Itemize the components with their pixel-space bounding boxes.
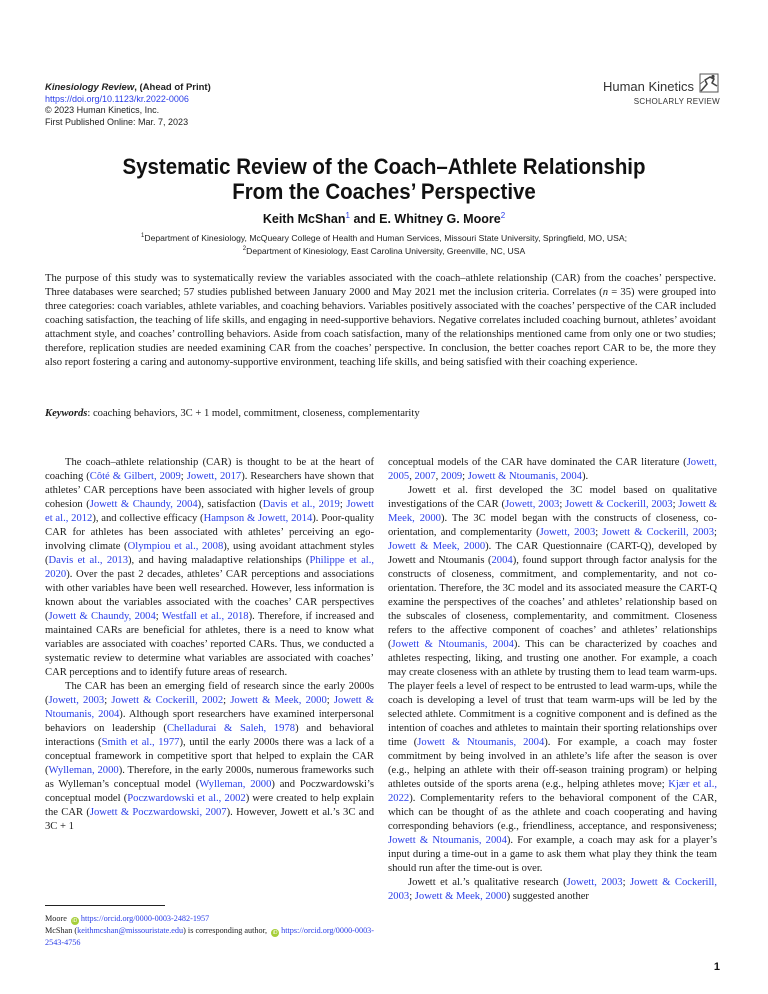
affiliation-marker[interactable]: 2 xyxy=(500,211,506,220)
citation-link[interactable]: Poczwardowski et al., 2002 xyxy=(127,793,246,804)
publication-date: First Published Online: Mar. 7, 2023 xyxy=(45,116,189,127)
body-text: ) and behavioral interactions ( xyxy=(45,723,374,748)
body-text: ), and collective efficacy ( xyxy=(92,513,204,524)
journal-name: Kinesiology Review xyxy=(45,82,135,93)
body-text: The CAR has been an emerging field of research since the early 2000s ( xyxy=(45,681,374,706)
body-text: ). Therefore, if increased and maintained CARs are beneficial for athletes, there is a need to know what variables are associated with coaches’ reported CARs. Thus, we conducted a systematic review to determine what variables are associated with coaches’ CAR perceptions and to identify future areas of research. xyxy=(45,611,374,678)
body-text: ) and Poczwardowski’s conceptual model ( xyxy=(45,779,374,804)
citation-link[interactable]: Chelladurai & Saleh, 1978 xyxy=(166,723,296,734)
citation-link[interactable]: Jowett & Meek, 2000 xyxy=(388,499,717,524)
body-text: , xyxy=(409,471,415,482)
citation-link[interactable]: Jowett & Meek, 2000 xyxy=(388,541,486,552)
citation-link[interactable]: Davis et al., 2013 xyxy=(48,555,129,566)
keywords-label: Keywords xyxy=(45,408,88,419)
body-text: ; xyxy=(672,499,679,510)
citation-link[interactable]: Jowett & Meek, 2000 xyxy=(230,695,327,706)
journal-header xyxy=(45,82,211,128)
doi-link[interactable]: https://doi.org/10.1123/kr.2022-0006 xyxy=(45,93,189,104)
body-text: ; xyxy=(462,471,468,482)
publisher-subtitle: SCHOLARLY REVIEW xyxy=(633,97,720,106)
publisher-name: Human Kinetics xyxy=(602,79,694,94)
journal-citation xyxy=(45,82,211,94)
body-text: ) suggested another xyxy=(506,891,589,902)
body-column-left xyxy=(45,456,374,834)
paragraph xyxy=(388,484,717,876)
body-text: ), and having maladaptive relationships ( xyxy=(128,555,310,566)
citation-link[interactable]: 2007 xyxy=(414,471,436,482)
journal-status: , (Ahead of Print) xyxy=(134,82,211,93)
abstract-n-symbol: n xyxy=(602,287,609,298)
body-text: ; xyxy=(223,695,231,706)
citation-link[interactable]: Jowett & Cockerill, 2003 xyxy=(565,499,673,510)
body-text: ). Poor-quality CAR for athletes has been associated with athletes’ perceiving an ego-involving climate ( xyxy=(45,513,374,552)
body-text: conceptual models of the CAR have dominated the CAR literature ( xyxy=(388,457,687,468)
citation-link[interactable]: 2004 xyxy=(491,555,513,566)
footnote-author: McShan ( xyxy=(45,926,78,935)
citation-link[interactable]: Jowett & Poczwardowski, 2007 xyxy=(89,807,227,818)
citation-link[interactable]: Jowett & Ntoumanis, 2004 xyxy=(45,695,375,720)
paragraph xyxy=(45,456,374,680)
body-text: The coach–athlete relationship (CAR) is thought to be at the heart of coaching ( xyxy=(45,457,374,482)
citation-link[interactable]: Smith et al., 1977 xyxy=(101,737,180,748)
orcid-link[interactable]: https://orcid.org/0000-0003-2543-4756 xyxy=(45,926,374,947)
body-text: ). xyxy=(581,471,589,482)
author-connector: and xyxy=(349,212,380,227)
body-text: ; xyxy=(155,611,162,622)
copyright: © 2023 Human Kinetics, Inc. xyxy=(45,105,160,115)
citation-link[interactable]: Wylleman, 2000 xyxy=(48,765,119,776)
abstract xyxy=(45,272,716,370)
body-text: ; xyxy=(326,695,334,706)
citation-link[interactable]: Jowett, 2003 xyxy=(505,499,560,510)
body-column-right xyxy=(388,456,717,904)
keywords xyxy=(45,408,420,419)
body-text: ). The 3C model began with the constructs of closeness, co-orientation, and complementarity ( xyxy=(388,513,717,538)
citation-link[interactable]: Jowett & Cockerill, 2003 xyxy=(388,877,717,902)
body-text: ), using avoidant attachment styles ( xyxy=(45,541,375,566)
body-text: ). For example, a coach may ask for a player’s input during a time-out in a game to ask them what play they think the team should run after the time-out is over. xyxy=(388,835,717,874)
body-text: ). The CAR Questionnaire (CART-Q), developed by Jowett and Ntoumanis ( xyxy=(388,541,717,566)
body-text: ; xyxy=(622,877,631,888)
citation-link[interactable]: Jowett & Chaundy, 2004 xyxy=(89,499,198,510)
body-text: ). For example, a coach may foster commitment by being involved in an athlete’s life after the season is over (e.g., helping an athlete with their off-season training program) or helping athletes outside of the sports arena (e.g., helping athletes move; xyxy=(388,737,717,790)
citation-link[interactable]: Côté & Gilbert, 2009 xyxy=(89,471,181,482)
body-text: Jowett et al. first developed the 3C model based on qualitative investigations of the CAR ( xyxy=(388,485,717,510)
citation-link[interactable]: Jowett & Ntoumanis, 2004 xyxy=(467,471,582,482)
author-name: E. Whitney G. Moore xyxy=(379,212,501,227)
citation-link[interactable]: Jowett & Meek, 2000 xyxy=(414,891,507,902)
citation-link[interactable]: Jowett, 2003 xyxy=(539,527,596,538)
citation-link[interactable]: Jowett et al., 2012 xyxy=(45,499,375,524)
citation-link[interactable]: Jowett & Cockerill, 2003 xyxy=(602,527,715,538)
citation-link[interactable]: Jowett & Chaundy, 2004 xyxy=(48,611,156,622)
affiliation-number: 1 xyxy=(141,233,145,239)
body-text: ; xyxy=(339,499,347,510)
body-text: ; xyxy=(595,527,603,538)
email-link[interactable]: keithmcshan@missouristate.edu xyxy=(77,926,184,935)
body-text: ). This can be characterized by coaches and athletes respecting, liking, and trusting one another. For example, a coach may create closeness with an athlete by trusting them to lead team warm-ups. The player feels a level of respect to be entrusted to lead warm-ups, while the coach is developing a level of trust that team warm-ups will be led by the selected athlete. Commitment is a cognitive component and is defined as the intention of coaches and athletes to maintain their sporting relationships over time ( xyxy=(388,639,717,748)
body-text: ). Although sport researchers have examined interpersonal behaviors on leadership ( xyxy=(45,709,374,734)
orcid-icon: iD xyxy=(72,918,78,924)
abstract-text: The purpose of this study was to systematically review the variables associated with the coach–athlete relationship (CAR) from the coaches’ perspective. Three databases were searched; 57 studies published between January 2000 and May 2021 met the inclusion criteria. Correlates ( xyxy=(45,273,716,298)
author-name: Keith McShan xyxy=(262,212,346,227)
body-text: Jowett et al.’s qualitative research ( xyxy=(408,877,567,888)
affiliation-number: 2 xyxy=(242,246,247,253)
body-text: ; xyxy=(714,527,717,538)
footnote-divider xyxy=(45,905,165,906)
citation-link[interactable]: Jowett, 2003 xyxy=(566,877,623,888)
affiliation-text: Department of Kinesiology, McQueary College of Health and Human Services, Missouri State University, Springfield, MO, USA; xyxy=(144,232,627,243)
orcid-link[interactable]: https://orcid.org/0000-0003-2482-1957 xyxy=(80,914,210,923)
citation-link[interactable]: Jowett, 2003 xyxy=(48,695,105,706)
title-line-1: Systematic Review of the Coach–Athlete Relationship xyxy=(122,154,646,179)
paragraph xyxy=(388,456,717,484)
body-text: ; xyxy=(104,695,112,706)
body-text: , xyxy=(435,471,441,482)
citation-link[interactable]: Jowett & Ntoumanis, 2004 xyxy=(388,835,507,846)
citation-link[interactable]: Davis et al., 2019 xyxy=(262,499,340,510)
body-text: ), until the early 2000s there was a lack of a conceptual framework in competitive sport that helped to explain the CAR ( xyxy=(45,737,374,776)
affiliation-marker[interactable]: 1 xyxy=(345,211,350,220)
page-number: 1 xyxy=(713,961,720,973)
orcid-icon: iD xyxy=(272,930,278,936)
author-footnote xyxy=(45,913,374,949)
affiliation-text: Department of Kinesiology, East Carolina University, Greenville, NC, USA xyxy=(246,246,526,257)
keywords-list: : coaching behaviors, 3C + 1 model, commitment, closeness, complementarity xyxy=(87,408,420,419)
citation-link[interactable]: Jowett, 2005 xyxy=(388,457,717,482)
paper-title xyxy=(27,154,741,204)
body-text: ). Complementarity refers to the behavioral component of the CAR, which can be thought of as the athlete and coach cooperating and having corresponding behaviors (e.g., friendliness, acceptance, and responsiveness; xyxy=(388,793,717,832)
footnote-text: ) is corresponding author, xyxy=(183,926,270,935)
body-text: ; xyxy=(180,471,187,482)
citation-link[interactable]: Jowett & Ntoumanis, 2004 xyxy=(391,639,514,650)
body-text: ). Therefore, in the early 2000s, numerous frameworks such as Wylleman’s conceptual model ( xyxy=(45,765,374,790)
publisher-brand xyxy=(603,72,720,106)
body-text: ; xyxy=(559,499,566,510)
body-text: ), found support through factor analysis for the constructs of closeness, commitment, and complementarity, and not co-orientation. Therefore, the 3C model and its associated measure the CART-Q examine the perspectives of the coaches’ and athletes’ relationship based on the subscales of closeness, complementarity, and commitment. Closeness refers to the affective component of coaches’ and athletes’ relationships ( xyxy=(388,555,717,650)
running-figure-logo-icon xyxy=(698,72,720,94)
affiliations xyxy=(0,231,768,258)
abstract-text: = 35) were grouped into three categories: coach variables, athlete variables, and coaching behaviors. Variables positively associated with the coaches’ perspective of the CAR included coaching satisfaction, the teaching of life skills, and engaging in need-supportive behaviors. Negative correlates included coaching burnout, athletes’ avoidant attachment style, and coaches’ controlling behaviors. Aside from coach satisfaction, many of the relationships mentioned came from only one or two studies; therefore, replication studies are needed examining CAR from the coaches’ perspective. In conclusion, the better coaches report CAR to be, the more they also report fostering a caring and autonomy-supportive environment, teaching life skills, and being satisfied with their coaching experience. xyxy=(45,287,716,368)
title-line-2: From the Coaches’ Perspective xyxy=(232,179,536,204)
citation-link[interactable]: Jowett, 2017 xyxy=(186,471,242,482)
citation-link[interactable]: Wylleman, 2000 xyxy=(199,779,272,790)
body-text: ) were created to help explain the CAR ( xyxy=(45,793,375,818)
citation-link[interactable]: Olympiou et al., 2008 xyxy=(127,541,224,552)
body-text: ), satisfaction ( xyxy=(197,499,263,510)
citation-link[interactable]: Westfall et al., 2018 xyxy=(161,611,249,622)
body-text: ; xyxy=(409,891,415,902)
paragraph xyxy=(388,876,717,904)
body-text: ). Researchers have shown that athletes’ CAR perceptions have been associated with higher levels of group cohesion ( xyxy=(45,471,374,510)
author-list xyxy=(0,211,768,226)
citation-link[interactable]: Jowett & Ntoumanis, 2004 xyxy=(417,737,545,748)
citation-link[interactable]: Kjær et al., 2022 xyxy=(388,779,717,804)
citation-link[interactable]: Philippe et al., 2020 xyxy=(45,555,375,580)
paragraph xyxy=(45,680,374,834)
body-text: ). Over the past 2 decades, athletes’ CAR perceptions and associations with other variables have been well researched. However, less information is known about the variables associated with the coaches’ CAR perspectives ( xyxy=(45,569,374,622)
body-text: ). However, Jowett et al.’s 3C and 3C + 1 xyxy=(45,807,374,832)
footnote-author: Moore xyxy=(45,914,69,923)
citation-link[interactable]: 2009 xyxy=(440,471,463,482)
citation-link[interactable]: Jowett & Cockerill, 2002 xyxy=(111,695,224,706)
citation-link[interactable]: Hampson & Jowett, 2014 xyxy=(203,513,313,524)
